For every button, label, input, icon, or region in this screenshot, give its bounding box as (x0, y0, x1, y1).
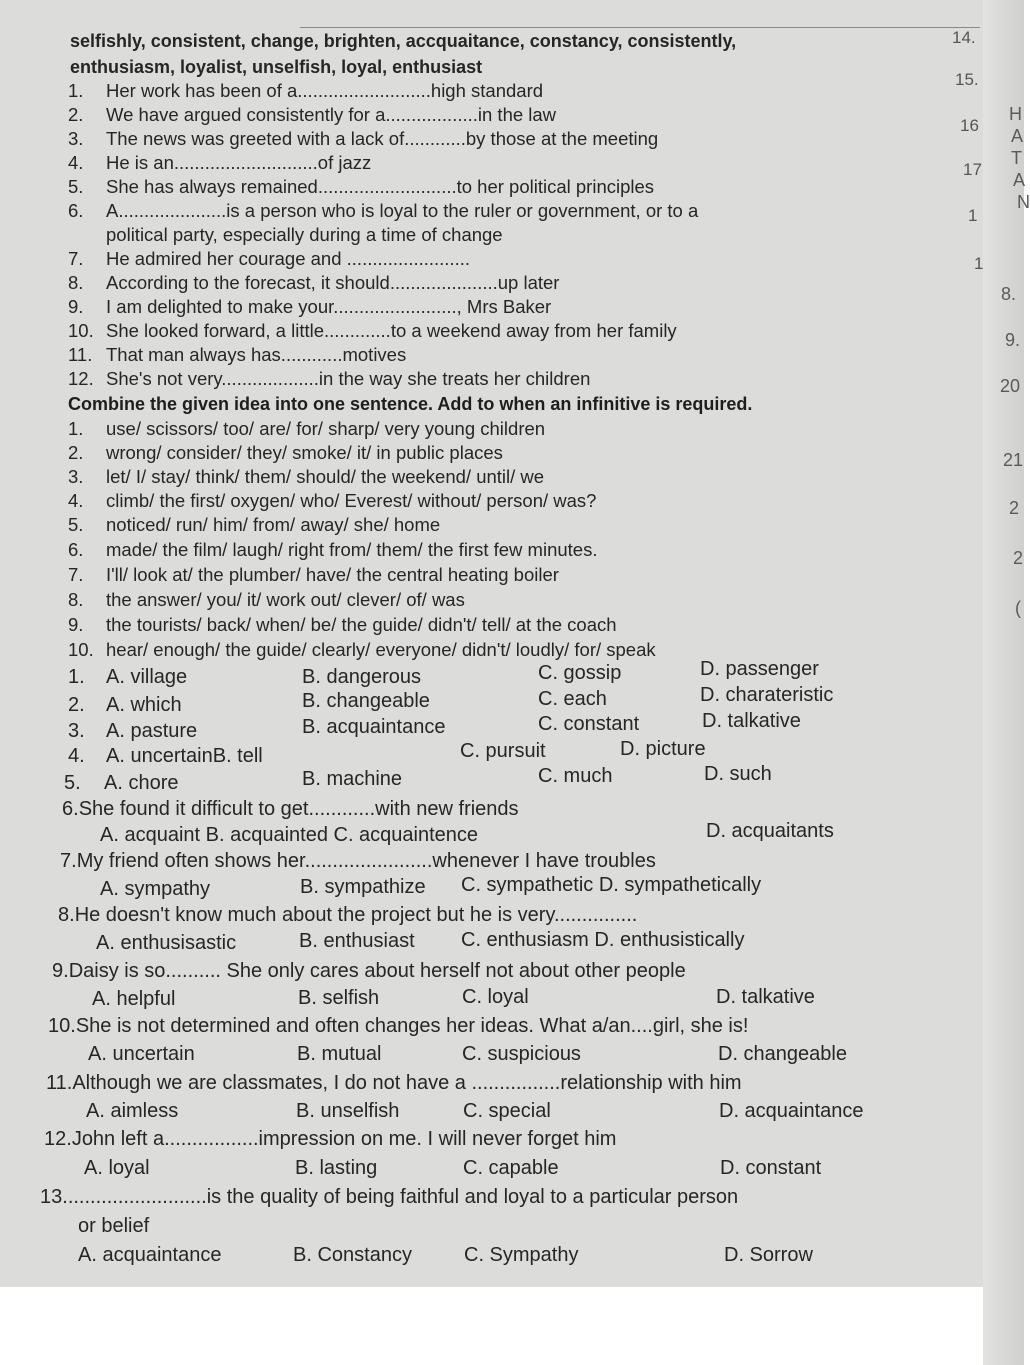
option-abc: A. acquaint B. acquainted C. acquaintence (100, 824, 479, 846)
fill-blank-item: 11. That man always has............motives (68, 344, 407, 365)
combine-item: 8. the answer/ you/ it/ work out/ clever/ of/ was (68, 589, 465, 610)
fill-blank-item: 10. She looked forward, a little.............to a weekend away from her family (68, 320, 677, 341)
option-d: D. acquaintance (719, 1100, 864, 1122)
option-cd: C. sympathetic D. sympathetically (461, 874, 762, 896)
margin-number: 8. (1001, 284, 1017, 304)
margin-number: 21 (1003, 450, 1024, 470)
margin-number: 20 (1000, 376, 1021, 396)
option-c: C. suspicious (462, 1043, 581, 1065)
combine-item: 2. wrong/ consider/ they/ smoke/ it/ in public places (68, 442, 503, 463)
fill-blank-item: 9. I am delighted to make your........................, Mrs Baker (68, 296, 552, 317)
combine-item: 6. made/ the film/ laugh/ right from/ them/ the first few minutes. (68, 539, 598, 560)
option-a: A. sympathy (100, 878, 211, 900)
option-c: C. special (463, 1100, 551, 1122)
adjacent-page-edge (983, 0, 1030, 1365)
fill-blank-item: political party, especially during a time of change (106, 224, 503, 245)
edge-letter: A (1011, 126, 1024, 146)
combine-heading: Combine the given idea into one sentence. Add to when an infinitive is required. (68, 394, 753, 414)
mc-question: 7.My friend often shows her.......................whenever I have troubles (60, 850, 656, 872)
option-c: C. loyal (462, 986, 529, 1008)
mc-question: 12.John left a.................impression on me. I will never forget him (44, 1128, 617, 1150)
margin-number: 2 (1009, 498, 1020, 518)
option-b: B. sympathize (300, 876, 426, 898)
option-c: C. each (538, 688, 607, 710)
option-d: D. constant (720, 1157, 822, 1179)
option-a: A. enthusisastic (96, 932, 237, 954)
option-d: D. talkative (716, 986, 815, 1008)
mc-question: 8.He doesn't know much about the project but he is very............... (58, 904, 638, 926)
option-d: D. talkative (702, 710, 801, 732)
fill-blank-item: 6. A.....................is a person who is loyal to the ruler or government, or to a (68, 200, 699, 221)
combine-item: 3. let/ I/ stay/ think/ them/ should/ the weekend/ until/ we (68, 466, 545, 487)
word-bank-line-1: selfishly, consistent, change, brighten, accquaitance, constancy, consistently, (70, 31, 737, 51)
mc-question: 10.She is not determined and often changes her ideas. What a/an....girl, she is! (48, 1015, 749, 1037)
combine-item: 1. use/ scissors/ too/ are/ for/ sharp/ very young children (68, 418, 546, 439)
option-a: A. loyal (84, 1157, 150, 1179)
margin-number: 2 (1013, 548, 1024, 568)
option-d: D. Sorrow (724, 1244, 813, 1266)
margin-number: 16 (960, 116, 979, 135)
option-b: B. Constancy (293, 1244, 412, 1266)
option-a: A. village (106, 666, 188, 688)
option-c: C. capable (463, 1157, 559, 1179)
pronunciation-number: 1. (68, 666, 85, 688)
mc-question-continued: or belief (78, 1215, 150, 1237)
option-d: D. acquaitants (706, 820, 834, 842)
option-c: C. constant (538, 713, 640, 735)
margin-number: 17 (963, 160, 982, 179)
mc-question: 9.Daisy is so.......... She only cares about herself not about other people (52, 960, 686, 982)
fill-blank-item: 8. According to the forecast, it should.....................up later (68, 272, 560, 293)
mc-question: 13..........................is the quality of being faithful and loyal to a particular person (40, 1186, 739, 1208)
option-a: A. uncertain (88, 1043, 195, 1065)
fill-blank-item: 4. He is an............................of jazz (68, 152, 372, 173)
option-b: B. mutual (297, 1043, 382, 1065)
word-bank-line-2: enthusiasm, loyalist, unselfish, loyal, enthusiast (70, 57, 483, 77)
option-b: B. enthusiast (299, 930, 415, 952)
option-a: A. aimless (86, 1100, 179, 1122)
option-d: D. picture (620, 738, 706, 760)
option-b: B. lasting (295, 1157, 378, 1179)
fill-blank-item: 1. Her work has been of a..........................high standard (68, 80, 544, 101)
option-b: B. machine (302, 768, 403, 790)
top-divider (300, 27, 980, 28)
edge-letter: T (1011, 148, 1022, 168)
option-d: D. charateristic (700, 684, 834, 706)
pronunciation-number: 2. (68, 694, 85, 716)
option-d: D. passenger (700, 658, 819, 680)
option-c: C. pursuit (460, 740, 546, 762)
margin-number: 1 (968, 206, 978, 225)
fill-blank-item: 2. We have argued consistently for a..................in the law (68, 104, 557, 125)
mc-question: 11.Although we are classmates, I do not have a ................relationship with him (46, 1072, 742, 1094)
option-a: A. which (106, 694, 182, 716)
fill-blank-item: 7. He admired her courage and ........................ (68, 248, 471, 269)
edge-letter: H (1009, 104, 1022, 124)
option-d: D. changeable (718, 1043, 847, 1065)
option-c: C. gossip (538, 662, 622, 684)
margin-number: 15. (955, 70, 979, 89)
combine-item: 4. climb/ the first/ oxygen/ who/ Everest/ without/ person/ was? (68, 490, 597, 511)
mc-question: 6.She found it difficult to get............with new friends (62, 798, 519, 820)
option-a: A. acquaintance (78, 1244, 222, 1266)
combine-item: 5. noticed/ run/ him/ from/ away/ she/ home (68, 514, 441, 535)
option-c: C. much (538, 765, 613, 787)
combine-item: 10. hear/ enough/ the guide/ clearly/ everyone/ didn't/ loudly/ for/ speak (68, 639, 656, 660)
margin-number: 1 (974, 254, 984, 273)
option-b: B. dangerous (302, 666, 421, 688)
option-d: D. such (704, 763, 772, 785)
option-a: A. helpful (92, 988, 176, 1010)
margin-number: 14. (952, 28, 976, 47)
pronunciation-number: 4. (68, 745, 85, 767)
option-c: C. Sympathy (464, 1244, 579, 1266)
margin-number: 9. (1005, 330, 1021, 350)
combine-item: 7. I'll/ look at/ the plumber/ have/ the central heating boiler (68, 564, 559, 585)
option-cd: C. enthusiasm D. enthusistically (461, 929, 745, 951)
edge-letter: N (1017, 192, 1030, 212)
option-a: A. pasture (106, 720, 198, 742)
pronunciation-number: 5. (64, 772, 81, 794)
edge-letter: ( (1015, 598, 1021, 618)
edge-letter: A (1013, 170, 1026, 190)
pronunciation-number: 3. (68, 720, 85, 742)
option-b: B. selfish (298, 987, 380, 1009)
option-b: B. unselfish (296, 1100, 400, 1122)
fill-blank-item: 5. She has always remained...........................to her political principles (68, 176, 655, 197)
option-b: B. acquaintance (302, 716, 446, 738)
option-a: A. uncertainB. tell (106, 745, 263, 767)
fill-blank-item: 3. The news was greeted with a lack of............by those at the meeting (68, 128, 659, 149)
option-b: B. changeable (302, 690, 430, 712)
option-a: A. chore (104, 772, 179, 794)
fill-blank-item: 12. She's not very...................in the way she treats her children (68, 368, 591, 389)
combine-item: 9. the tourists/ back/ when/ be/ the guide/ didn't/ tell/ at the coach (68, 614, 617, 635)
